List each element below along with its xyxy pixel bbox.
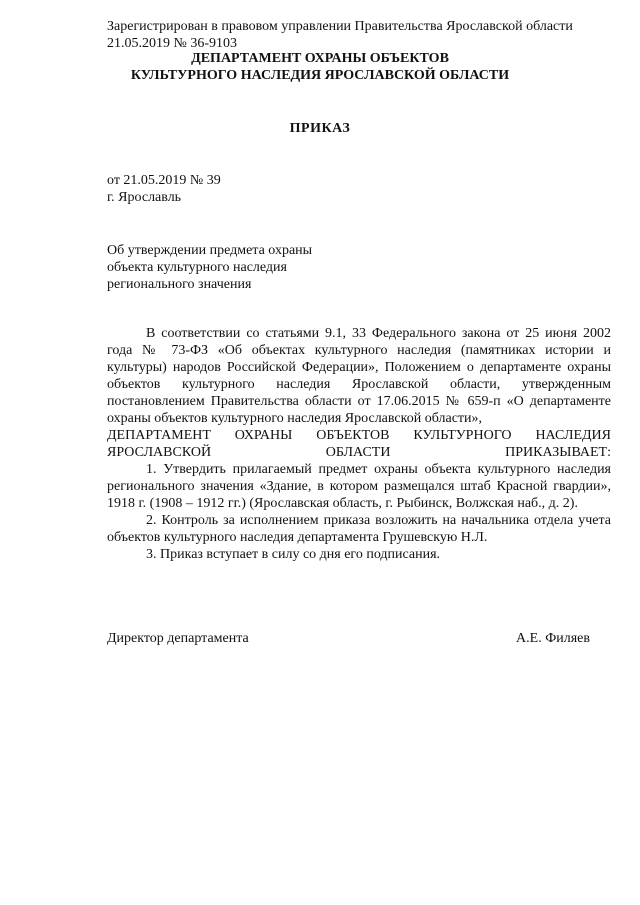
- subject-line-2: объекта культурного наследия: [107, 260, 287, 275]
- signatory-position: Директор департамента: [107, 631, 249, 646]
- order-item-2: 2. Контроль за исполнением приказа возложить на начальника отдела учета объектов культурного наследия департамента Грушевскую Н.Л.: [107, 513, 611, 545]
- department-header-line-1: ДЕПАРТАМЕНТ ОХРАНЫ ОБЪЕКТОВ: [191, 51, 449, 66]
- document-meta: [107, 172, 221, 206]
- document-body: [107, 325, 611, 563]
- order-item-1: 1. Утвердить прилагаемый предмет охраны объекта культурного наследия регионального значения «Здание, в котором размещался штаб Красной гвардии», 1918 г. (1908 – 1912 гг.) (Ярославская область, г. Рыбинск, Волжская наб., д. 2).: [107, 462, 611, 511]
- registration-line-2: 21.05.2019 № 36-9103: [107, 36, 238, 51]
- registration-line-1: Зарегистрирован в правовом управлении Правительства Ярославской области: [107, 19, 573, 34]
- department-header-line-2: КУЛЬТУРНОГО НАСЛЕДИЯ ЯРОСЛАВСКОЙ ОБЛАСТИ: [130, 68, 510, 83]
- document-subject: [107, 242, 312, 293]
- order-item-3: 3. Приказ вступает в силу со дня его подписания.: [146, 547, 441, 562]
- preamble-paragraph: В соответствии со статьями 9.1, 33 Федерального закона от 25 июня 2002 года № 73-ФЗ «Об объектах культурного наследия (памятниках истории и культуры) народов Российской Федерации», Положением о департаменте охраны объектов культурного наследия Ярославской области, утвержденным постановлением Правительства области от 17.06.2015 № 659-п «О департаменте охраны объектов культурного наследия Ярославской области»,: [107, 326, 611, 426]
- document-type: ПРИКАЗ: [289, 121, 351, 136]
- department-header: [0, 50, 640, 84]
- date-number: от 21.05.2019 № 39: [107, 173, 221, 188]
- signatory-name: А.Е. Филяев: [516, 631, 590, 646]
- subject-line-3: регионального значения: [107, 277, 252, 292]
- city: г. Ярославль: [107, 190, 182, 205]
- registration-note: [107, 18, 627, 52]
- orders-paragraph: ДЕПАРТАМЕНТ ОХРАНЫ ОБЪЕКТОВ КУЛЬТУРНОГО НАСЛЕДИЯ ЯРОСЛАВСКОЙ ОБЛАСТИ ПРИКАЗЫВАЕТ:: [107, 428, 611, 460]
- subject-line-1: Об утверждении предмета охраны: [107, 243, 313, 258]
